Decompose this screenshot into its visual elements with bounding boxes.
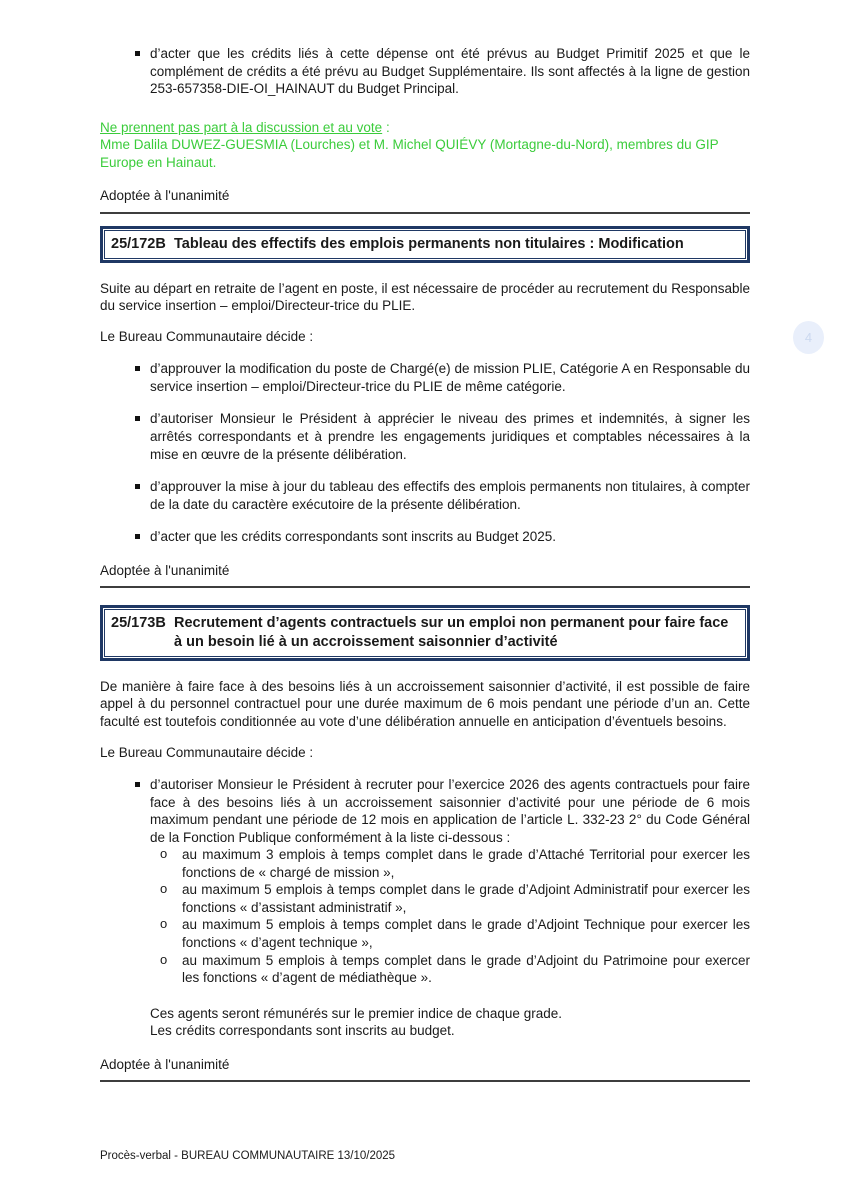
sub-bullet-173-3: o au maximum 5 emplois à temps complet dans le grade d’Adjoint Technique pour exercer les fonctions « d’agent technique », [160,916,750,951]
circle-bullet-icon: o [160,916,168,932]
bullet-list-172 [100,360,750,545]
sub-bullet-173-2: o au maximum 5 emplois à temps complet dans le grade d’Adjoint Administratif pour exercer les fonctions « d’assistant administratif », [160,881,750,915]
section-divider-3 [100,1080,750,1082]
section-divider-2 [100,586,750,588]
circle-bullet-icon: o [160,881,168,897]
square-bullet-icon [135,776,150,846]
deliberation-number-173: 25/173B [111,615,166,632]
note-remuneration: Ces agents seront rémunérés sur le premier indice de chaque grade. [150,1005,562,1021]
no-vote-members: Mme Dalila DUWEZ-GUESMIA (Lourches) et M. Michel QUIÉVY (Mortagne-du-Nord), membres du GIP Europe en Hainaut. [100,137,719,170]
no-vote-heading: Ne prennent pas part à la discussion et au vote [100,119,383,135]
margin-annotation-bubble[interactable] [793,321,824,354]
intro-173: De manière à faire face à des besoins liés à un accroissement saisonnier d’activité, il est possible de faire appel à du personnel contractuel pour une durée maximum de 6 mois pendant une période d’un an. Cette faculté est toutefois conditionnée au vote d’une délibération annuelle en anticipation d’éventuels besoins. [100,678,750,730]
notes-173 [100,1005,750,1040]
deliberation-number-172: 25/172B [111,235,166,252]
square-bullet-icon [135,528,150,546]
bullet-173-1: d’autoriser Monsieur le Président à recruter pour l’exercice 2026 des agents contractuels pour faire face à des besoins liés à un accroissement saisonnier d’activité pour une période de 6 mois maximum pendant une période de 12 mois en application de l’article L. 332-23 2° du Code Général de la Fonction Publique conformément à la liste ci-dessous : [100,776,750,846]
no-vote-heading-line [100,119,750,137]
adopted-label-3: Adoptée à l'unanimité [100,1056,230,1072]
deliberation-header-173-inner [104,609,746,657]
bullet-172-2: d’autoriser Monsieur le Président à apprécier le niveau des primes et indemnités, à signer les arrêtés correspondants et à prendre les engagements juridiques et comptables nécessaires à la mise en œuvre de la présente délibération. [100,410,750,463]
bullet-list-173 [100,776,750,846]
bullet-172-3: d’approuver la mise à jour du tableau des effectifs des emplois permanents non titulaires, à compter de la date du caractère exécutoire de la présente délibération. [100,478,750,513]
deliberation-header-172 [100,226,750,263]
deliberation-title-173: Recrutement d’agents contractuels sur un emploi non permanent pour faire face à un besoin lié à un accroissement saisonnier d’activité [174,615,729,651]
no-vote-block [100,119,750,172]
sub-bullet-173-4: o au maximum 5 emplois à temps complet dans le grade d’Adjoint du Patrimoine pour exercer les fonctions « d’agent de médiathèque ». [160,951,750,986]
section-divider-1 [100,212,750,214]
square-bullet-icon [135,478,150,513]
page-content [100,45,750,1082]
deliberation-header-173 [100,605,750,661]
adopted-label-2: Adoptée à l'unanimité [100,562,230,578]
page-footer: Procès-verbal - BUREAU COMMUNAUTAIRE 13/10/2025 [100,1150,396,1162]
square-bullet-icon [135,410,150,463]
circle-bullet-icon: o [160,951,168,967]
sub-bullet-173-1: o au maximum 3 emplois à temps complet dans le grade d’Attaché Territorial pour exercer les fonctions de « chargé de mission », [160,846,750,880]
no-vote-heading-colon: : [382,119,390,135]
square-bullet-icon [135,45,150,98]
deliberation-header-172-inner [104,230,746,259]
sub-bullet-list-173 [100,846,750,986]
square-bullet-icon [135,360,150,395]
prev-section-bullet [100,45,750,98]
prev-section-bullet-text: d’acter que les crédits liés à cette dépense ont été prévus au Budget Primitif 2025 et que le complément de crédits a été prévu au Budget Supplémentaire. Ils sont affectés à la ligne de gestion 253-657358-DIE-OI_HAINAUT du Budget Principal. [150,46,750,97]
deliberation-title-172: Tableau des effectifs des emplois permanents non titulaires : Modification [174,235,684,252]
intro-172: Suite au départ en retraite de l’agent en poste, il est nécessaire de procéder au recrutement du Responsable du service insertion – emploi/Directeur-trice du PLIE. [100,280,750,314]
bullet-172-1: d’approuver la modification du poste de Chargé(e) de mission PLIE, Catégorie A en Responsable du service insertion – emploi/Directeur-trice du PLIE de même catégorie. [100,360,750,395]
circle-bullet-icon: o [160,846,168,862]
decide-label-173: Le Bureau Communautaire décide : [100,744,314,760]
adopted-label-1: Adoptée à l'unanimité [100,188,230,204]
note-credits: Les crédits correspondants sont inscrits au budget. [150,1023,455,1039]
margin-annotation-count: 4 [804,330,813,345]
decide-label-172: Le Bureau Communautaire décide : [100,328,314,344]
bullet-172-4: d’acter que les crédits correspondants sont inscrits au Budget 2025. [100,528,750,546]
